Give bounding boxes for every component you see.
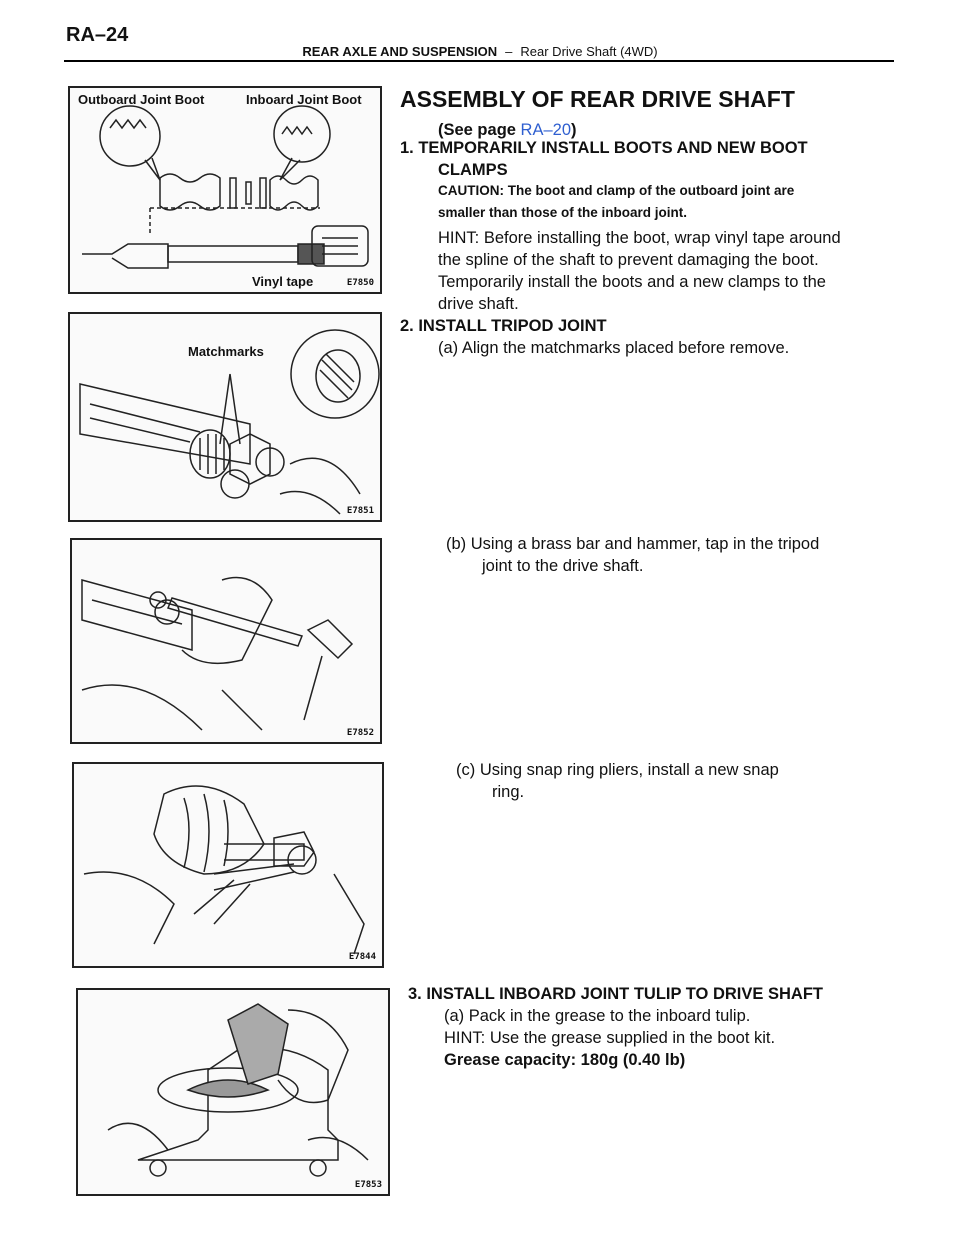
see-page-suffix: ) — [571, 121, 577, 139]
figure-boots-illustration — [68, 86, 382, 294]
step2b-line1: (b) Using a brass bar and hammer, tap in the tripod — [446, 535, 820, 553]
step1-hint-line3: Temporarily install the boots and a new clamps to the — [438, 273, 826, 291]
step3-grease-capacity: Grease capacity: 180g (0.40 lb) — [444, 1051, 686, 1069]
step1-hint-line2: the spline of the shaft to prevent damaging the boot. — [438, 251, 819, 269]
step3-heading: 3. INSTALL INBOARD JOINT TULIP TO DRIVE SHAFT — [408, 985, 823, 1003]
label-vinyl-tape: Vinyl tape — [252, 274, 314, 289]
figure-code: E7852 — [346, 728, 374, 738]
step2-heading: 2. INSTALL TRIPOD JOINT — [400, 317, 607, 335]
label-outboard-joint-boot: Outboard Joint Boot — [78, 92, 205, 107]
figure-snap-ring-illustration — [72, 762, 384, 968]
figure-code: E7853 — [354, 1180, 382, 1190]
step1-hint-line4: drive shaft. — [438, 295, 519, 313]
label-matchmarks: Matchmarks — [188, 344, 264, 359]
step1-hint-line1: HINT: Before installing the boot, wrap vinyl tape around — [438, 229, 841, 247]
figure-brass-bar-illustration — [70, 538, 382, 744]
step1-heading-line1: 1. TEMPORARILY INSTALL BOOTS AND NEW BOOT — [400, 139, 808, 157]
step2b-line2: joint to the drive shaft. — [482, 557, 644, 575]
header-separator: – — [505, 44, 513, 59]
see-page-link[interactable]: RA–20 — [520, 121, 571, 139]
label-inboard-joint-boot: Inboard Joint Boot — [246, 92, 362, 107]
boots-drawing — [70, 88, 380, 292]
step1-caution-line1: CAUTION: The boot and clamp of the outboard joint are — [438, 183, 795, 198]
header-rule — [64, 60, 894, 62]
step3a-text: (a) Pack in the grease to the inboard tulip. — [444, 1007, 751, 1025]
brass-bar-drawing — [72, 540, 380, 742]
step2c-line2: ring. — [492, 783, 525, 801]
step3-hint: HINT: Use the grease supplied in the boot kit. — [444, 1029, 776, 1047]
figure-code: E7850 — [346, 278, 374, 288]
figure-code: E7851 — [346, 506, 374, 516]
step2a-text: (a) Align the matchmarks placed before remove. — [438, 339, 790, 357]
figure-code: E7844 — [348, 952, 376, 962]
header-section: REAR AXLE AND SUSPENSION — [302, 44, 498, 59]
running-header — [0, 44, 960, 59]
page-id: RA–24 — [66, 24, 129, 46]
figure-grease-illustration — [76, 988, 390, 1196]
snap-ring-drawing — [74, 764, 382, 966]
header-subsection: Rear Drive Shaft (4WD) — [520, 44, 658, 59]
grease-drawing — [78, 990, 388, 1194]
step1-caution-line2: smaller than those of the inboard joint. — [438, 205, 688, 220]
see-page-prefix: (See page — [438, 121, 521, 139]
step1-heading-line2: CLAMPS — [438, 161, 508, 179]
figure-matchmarks-illustration — [68, 312, 382, 522]
page-title: ASSEMBLY OF REAR DRIVE SHAFT — [400, 86, 795, 112]
step2c-line1: (c) Using snap ring pliers, install a new snap — [456, 761, 779, 779]
